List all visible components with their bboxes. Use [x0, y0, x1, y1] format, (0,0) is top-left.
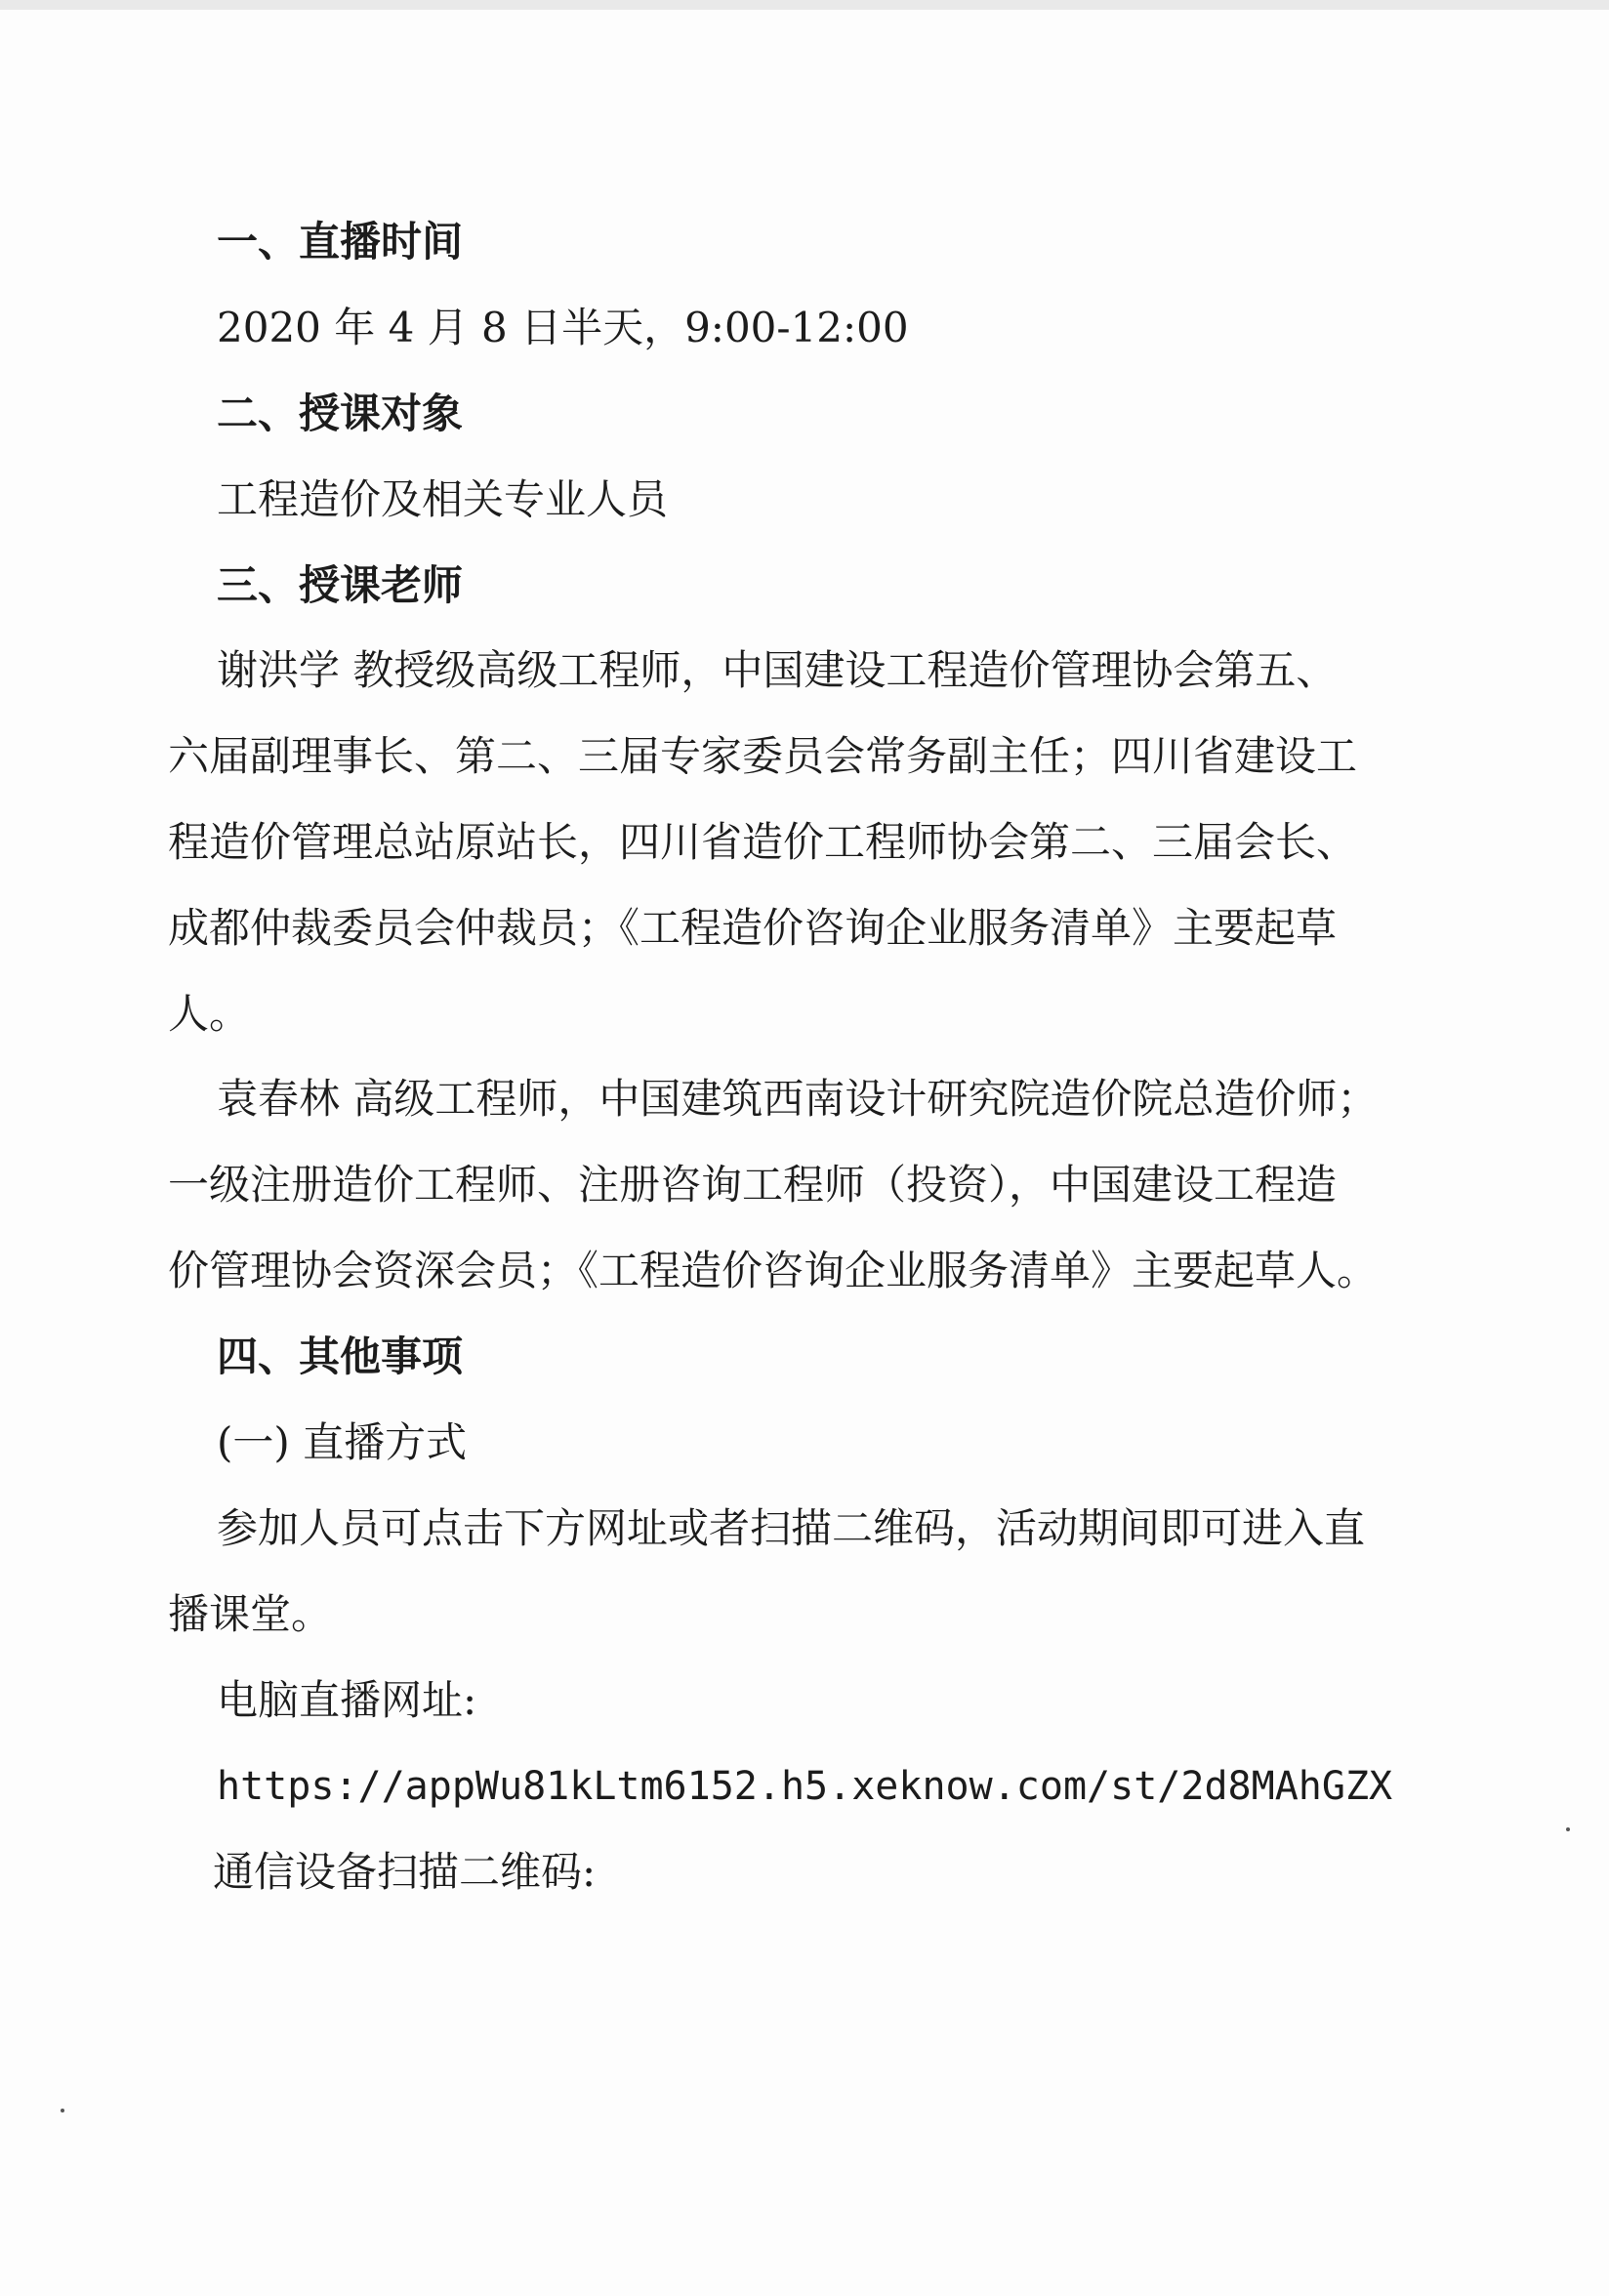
heading-audience: 二、授课对象	[217, 390, 464, 437]
teacher1-line4: 成都仲裁委员会仲裁员；《工程造价咨询企业服务清单》主要起草	[168, 904, 1338, 952]
heading-live-time: 一、直播时间	[217, 218, 464, 266]
teacher1-line3: 程造价管理总站原站长，四川省造价工程师协会第二、三届会长、	[168, 818, 1358, 866]
teacher1-line5: 人。	[168, 990, 251, 1038]
live-time-value: 2020 年 4 月 8 日半天，9:00-12:00	[217, 304, 909, 351]
teacher2-line3: 价管理协会资深会员；《工程造价咨询企业服务清单》主要起草人。	[168, 1247, 1379, 1294]
heading-teachers: 三、授课老师	[217, 561, 464, 609]
method-para-line2: 播课堂。	[168, 1590, 333, 1638]
teacher1-line2: 六届副理事长、第二、三届专家委员会常务副主任；四川省建设工	[168, 732, 1358, 780]
audience-value: 工程造价及相关专业人员	[217, 475, 669, 523]
teacher1-line1: 谢洪学 教授级高级工程师，中国建设工程造价管理协会第五、	[217, 646, 1338, 694]
teacher2-line1: 袁春林 高级工程师，中国建筑西南设计研究院造价院总造价师；	[217, 1075, 1379, 1123]
scan-speck	[1566, 1827, 1570, 1831]
method-para-line1: 参加人员可点击下方网址或者扫描二维码，活动期间即可进入直	[217, 1504, 1366, 1552]
live-url-link[interactable]: https://appWu81kLtm6152.h5.xeknow.com/st/2d8MAhGZX	[217, 1764, 1393, 1809]
scan-speck	[61, 2109, 64, 2112]
subheading-live-method: (一) 直播方式	[217, 1418, 468, 1466]
qr-code-label: 通信设备扫描二维码:	[213, 1848, 597, 1896]
teacher2-line2: 一级注册造价工程师、注册咨询工程师（投资），中国建设工程造	[168, 1161, 1338, 1209]
pc-url-label: 电脑直播网址:	[217, 1676, 477, 1724]
scan-top-edge	[0, 0, 1609, 10]
heading-other: 四、其他事项	[217, 1332, 464, 1380]
